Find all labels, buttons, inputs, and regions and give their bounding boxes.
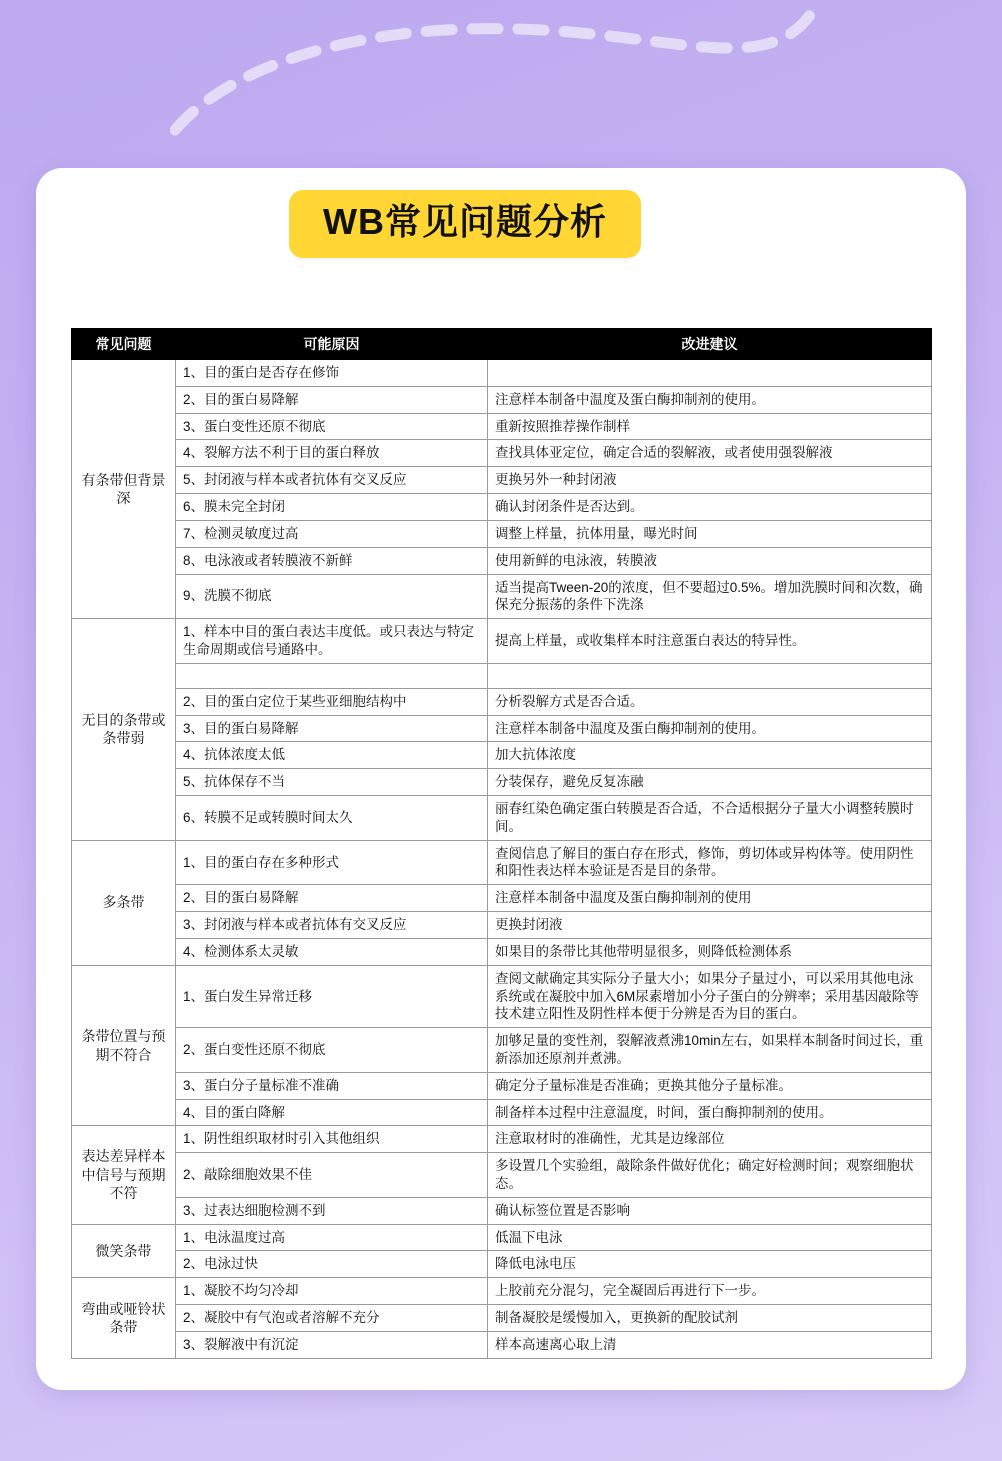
table-row [72, 840, 932, 885]
table-row [72, 742, 932, 769]
column-header-advice: 改进建议 [488, 329, 932, 360]
table-row [72, 1126, 932, 1153]
advice-cell: 注意样本制备中温度及蛋白酶抑制剂的使用。 [488, 386, 932, 413]
cause-cell: 5、封闭液与样本或者抗体有交叉反应 [176, 467, 488, 494]
advice-cell: 适当提高Tween-20的浓度，但不要超过0.5%。增加洗膜时间和次数，确保充分振荡的条件下洗涤 [488, 574, 932, 619]
advice-cell: 查找具体亚定位，确定合适的裂解液，或者使用强裂解液 [488, 440, 932, 467]
page-title [289, 190, 641, 258]
cause-cell: 4、抗体浓度太低 [176, 742, 488, 769]
table-row [72, 715, 932, 742]
advice-cell: 注意样本制备中温度及蛋白酶抑制剂的使用 [488, 885, 932, 912]
advice-cell: 丽春红染色确定蛋白转膜是否合适，不合适根据分子量大小调整转膜时间。 [488, 796, 932, 841]
cause-cell: 2、目的蛋白易降解 [176, 386, 488, 413]
table-row [72, 467, 932, 494]
table-row [72, 1028, 932, 1073]
cause-cell: 5、抗体保存不当 [176, 769, 488, 796]
advice-cell: 降低电泳电压 [488, 1251, 932, 1278]
table-row [72, 1331, 932, 1358]
table-row [72, 965, 932, 1027]
table-row [72, 413, 932, 440]
cause-cell: 4、裂解方法不利于目的蛋白释放 [176, 440, 488, 467]
problem-category-cell: 无目的条带或条带弱 [72, 619, 176, 841]
table-header-row [72, 329, 932, 360]
table-row [72, 885, 932, 912]
table-row [72, 386, 932, 413]
cause-cell: 2、目的蛋白易降解 [176, 885, 488, 912]
advice-cell: 确认封闭条件是否达到。 [488, 494, 932, 521]
advice-cell: 确认标签位置是否影响 [488, 1197, 932, 1224]
table-row [72, 1099, 932, 1126]
table-row [72, 547, 932, 574]
advice-cell: 制备样本过程中注意温度，时间，蛋白酶抑制剂的使用。 [488, 1099, 932, 1126]
cause-cell: 3、过表达细胞检测不到 [176, 1197, 488, 1224]
cause-cell: 3、封闭液与样本或者抗体有交叉反应 [176, 912, 488, 939]
advice-cell: 确定分子量标准是否准确；更换其他分子量标准。 [488, 1072, 932, 1099]
advice-cell: 分析裂解方式是否合适。 [488, 688, 932, 715]
page-title-text: WB常见问题分析 [323, 201, 607, 242]
table-row [72, 796, 932, 841]
table-row [72, 440, 932, 467]
table-row [72, 494, 932, 521]
cause-cell: 1、目的蛋白是否存在修饰 [176, 360, 488, 387]
advice-cell: 上胶前充分混匀，完全凝固后再进行下一步。 [488, 1278, 932, 1305]
table-row [72, 1224, 932, 1251]
cause-cell: 2、凝胶中有气泡或者溶解不充分 [176, 1305, 488, 1332]
advice-cell: 加大抗体浓度 [488, 742, 932, 769]
problem-category-cell: 弯曲或哑铃状条带 [72, 1278, 176, 1358]
table-row [72, 1197, 932, 1224]
advice-cell: 重新按照推荐操作制样 [488, 413, 932, 440]
advice-cell: 使用新鲜的电泳液，转膜液 [488, 547, 932, 574]
advice-cell: 查阅文献确定其实际分子量大小；如果分子量过小，可以采用其他电泳系统或在凝胶中加入6M尿素增加小分子蛋白的分辨率；采用基因敲除等技术建立阳性及阴性样本便于分辨是否为目的蛋白。 [488, 965, 932, 1027]
cause-cell: 2、电泳过快 [176, 1251, 488, 1278]
advice-cell: 调整上样量，抗体用量，曝光时间 [488, 520, 932, 547]
cause-cell: 8、电泳液或者转膜液不新鲜 [176, 547, 488, 574]
table-row [72, 520, 932, 547]
cause-cell: 4、检测体系太灵敏 [176, 938, 488, 965]
advice-cell: 多设置几个实验组​，敲除条件做好优化；确定好检测时间；观察细胞状态。 [488, 1153, 932, 1198]
cause-cell: 2、敲除细胞效果不佳 [176, 1153, 488, 1198]
column-header-problem: 常见问题 [72, 329, 176, 360]
table-row [72, 619, 932, 664]
cause-cell: 6、转膜不足或转膜时间太久 [176, 796, 488, 841]
table-row [72, 1153, 932, 1198]
cause-cell: 1、样本中目的蛋白表达丰度低。或只表达与特定生命周期或信号通路中。 [176, 619, 488, 664]
problem-category-cell: 表达差异样本中信号与预期不符 [72, 1126, 176, 1224]
advice-cell: 提高上样量，或收集样本时注意蛋白表达的特异性。 [488, 619, 932, 664]
table-body [72, 360, 932, 1359]
table-row [72, 1305, 932, 1332]
advice-cell: 制备凝胶是缓慢加入，更换新的配胶试剂 [488, 1305, 932, 1332]
table-row [72, 360, 932, 387]
table-row [72, 688, 932, 715]
table-row [72, 1072, 932, 1099]
table-row [72, 912, 932, 939]
cause-cell: 1、阴性组织取材时引入其他组织 [176, 1126, 488, 1153]
table-row [72, 769, 932, 796]
cause-cell: 7、检测灵敏度过高 [176, 520, 488, 547]
cause-cell [176, 663, 488, 688]
problem-category-cell: 有条带但背景深 [72, 360, 176, 619]
column-header-cause: 可能原因 [176, 329, 488, 360]
cause-cell: 1、蛋白发生异常迁移 [176, 965, 488, 1027]
advice-cell [488, 663, 932, 688]
advice-cell: 查阅信息了解目的蛋白存在形式，修饰，剪切体或异构体等。使用阴性和阳性表达样本验证是否是目的条带。 [488, 840, 932, 885]
problem-category-cell: 条带位置与预期不符合 [72, 965, 176, 1126]
advice-cell: 样本高速离心取上清 [488, 1331, 932, 1358]
cause-cell: 1、凝胶不均匀冷却 [176, 1278, 488, 1305]
problem-category-cell: 微笑条带 [72, 1224, 176, 1278]
cause-cell: 3、裂解液中有沉淀 [176, 1331, 488, 1358]
cause-cell: 9、洗膜不彻底 [176, 574, 488, 619]
advice-cell: 分装保存，避免反复冻融 [488, 769, 932, 796]
advice-cell: 更换封闭液 [488, 912, 932, 939]
cause-cell: 2、目的蛋白定位于某些亚细胞结构中 [176, 688, 488, 715]
cause-cell: 3、目的蛋白易降解 [176, 715, 488, 742]
cause-cell: 1、目的蛋白存在多种形式 [176, 840, 488, 885]
cause-cell: 3、蛋白变性还原不彻底 [176, 413, 488, 440]
problem-category-cell: 多条带 [72, 840, 176, 965]
table-row [72, 1278, 932, 1305]
advice-cell: 加够足量的变性剂，裂解液煮沸10min左右，如果样本制备时间过长，重新添加还原剂并煮沸。 [488, 1028, 932, 1073]
cause-cell: 3、蛋白分子量标准不准确 [176, 1072, 488, 1099]
table-row [72, 1251, 932, 1278]
table-row [72, 938, 932, 965]
table-row [72, 663, 932, 688]
cause-cell: 4、目的蛋白降解 [176, 1099, 488, 1126]
wb-troubleshooting-table [71, 328, 931, 1359]
cause-cell: 1、电泳温度过高 [176, 1224, 488, 1251]
cause-cell: 2、蛋白变性还原不彻底 [176, 1028, 488, 1073]
cause-cell: 6、膜未完全封闭 [176, 494, 488, 521]
advice-cell: 注意取材时的准确性，尤其是边缘部位 [488, 1126, 932, 1153]
advice-cell [488, 360, 932, 387]
advice-cell: 注意样本制备中温度及蛋白酶抑制剂的使用。 [488, 715, 932, 742]
advice-cell: 更换另外一种封闭液 [488, 467, 932, 494]
table-row [72, 574, 932, 619]
advice-cell: 低温下电泳 [488, 1224, 932, 1251]
advice-cell: 如果目的条带比其他带明显很多，则降低检测体系 [488, 938, 932, 965]
